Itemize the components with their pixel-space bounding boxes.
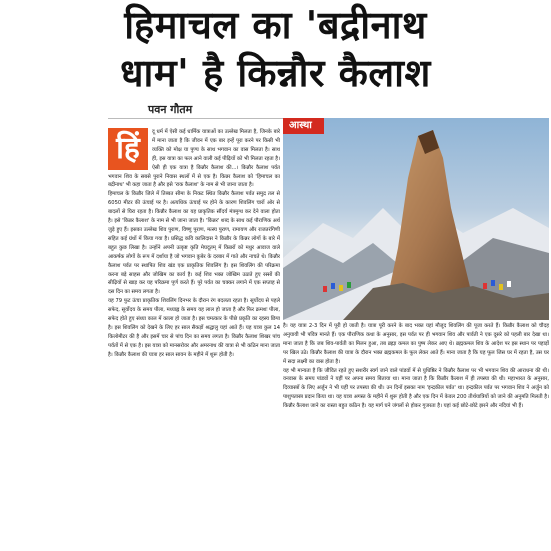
section-tag: आस्था [283,118,324,134]
article-paragraph: हिमाचल के किन्नौर जिले में तिब्बत सीमा के निकट स्थित किन्नौर कैलाश पर्वत समुद्र तल से 6050 मीटर की ऊंचाई पर है। अत्यधिक ऊंचाई पर होने के कारण शिवलिंग चारों ओर से बादलों से घिरा रहता है। किन्नौर कैलाश का यह प्राकृतिक सौंदर्य मंत्रमुग्ध कर देने वाला होता है। इसे 'किन्नर कैलाश' के नाम से भी जाना जाता है। 'किन्नर' शब्द के साथ कई पौराणिक अर्थ जुड़े हुए हैं। इसका उल्लेख शिव पुराण, विष्णु पुराण, मत्स्य पुराण, रामायण और राजतरंगिणी सहित कई ग्रंथों में किया गया है। प्रसिद्ध कवि कालिदास ने किन्नौर के किन्नर लोगों के बारे में बहुत कुछ लिखा है। उन्होंने अपनी उत्कृष्ट कृति मेघदूतम् में किन्नरों को मधुर आवाज वाले आकर्षक लोगों के रूप में दर्शाया है जो भगवान कुबेर के दरबार में गाते और नाचते थे। किन्नौर कैलाश पर्वत पर स्थापित शिव खंड एक प्राकृतिक शिवलिंग है। इस शिवलिंग की परिक्रमा करना बड़े साहस और जोखिम का कार्य है। कई शिव भक्त जोखिम उठाते हुए रस्सों की सीढ़ियों से खाड़ कर यह परिक्रमा पूर्ण करते हैं। पूरे पर्वत का चक्कर लगाने में एक सप्ताह से दस दिन का समय लगता है। [108,191,280,296]
headline-line-1: हिमाचल का 'बद्रीनाथ [124,2,427,47]
article-paragraph: दू धर्म में ऐसी कई धार्मिक यात्राओं का उल्लेख मिलता है, जिनके बारे में माना जाता है कि जीवन में एक बार इन्हें पूरा करने पर किसी भी व्यक्ति को मोक्ष या पुण्य के साथ भगवान का वास मिलता है। साथ ही, इस यात्रा का फल आने वाली कई पीढ़ियों को भी मिलता रहता है। ऐसी ही एक यात्रा है किन्नौर कैलाश की...। किन्नौर कैलाश पर्वत भगवान शिव के सबसे पुराने निवास स्थलों में से एक है। किन्नर कैलाश को 'हिमाचल का बद्रीनाथ' भी कहा जाता है और इसे 'राक कैलाश' के नाम से भी जाना जाता है। [108,129,280,189]
article-paragraph: यह 79 फुट ऊंचा प्राकृतिक शिवलिंग दिनभर के दौरान रंग बदलता रहता है। सूर्योदय से पहले सफेद, सूर्योदय के समय पीला, मध्याह्न के समय यह लाल हो जाता है और फिर क्रमशः पीला, सफेद होते हुए संध्या काल में काला हो जाता है। इस चमत्कार के पीछे प्रकृति का रहस्य छिपा है। इस शिवलिंग को देखने के लिए हर साल सैकड़ों श्रद्धालु यहां आते हैं। यह यात्रा कुल 14 किलोमीटर की है और इसमें चार से पांच दिन का समय लगता है। किन्नौर कैलाश शिखर पांच पर्वतों में से एक है। इस यात्रा को मानसरोवर और अमरनाथ की यात्रा से भी कठिन माना जाता है। किन्नौर कैलाश की यात्रा हर साल सावन के महीने में शुरू होती है। [108,298,280,358]
headline-line-2: धाम' है किन्नौर कैलाश [120,50,431,95]
article-left-column [108,128,280,548]
mountain-photo [283,118,549,320]
article-right-column [283,322,549,548]
dropcap: हिं [108,128,148,170]
byline: पवन गौतम [148,103,193,116]
article-paragraph: यह भी मान्यता है कि जीवित रहते हुए सशरीर स्वर्ग जाने वाले पांडवों में से युधिष्ठिर ने किन्नौर कैलाश पर भी भगवान शिव की आराधना की थी। वनवास के समय पांडवों ने यहीं पर अपना समय बिताया था। माना जाता है कि किन्नौर कैलाश में ही तपस्या की थी। महाभारत के अनुसार, दिव्यास्त्रों के लिए अर्जुन ने भी यहीं पर तपस्या की थी। उन दिनों इसका नाम 'इन्द्रकील पर्वत' था। इन्द्रकील पर्वत पर भगवान शिव ने अर्जुन को पाशुपतास्त्र प्रदान किया था। यह यात्रा अगस्त के महीने में शुरू होती है और एक दिन में केवल 200 तीर्थयात्रियों को जाने की अनुमति मिलती है। किन्नौर कैलाश जाने का रास्ता बहुत कठिन है। यह मार्ग घने जंगलों से होकर गुजरता है। यहां कई छोटे-छोटे झरने और नदियां भी हैं। [283,367,549,410]
mountain-illustration [283,118,549,320]
article-paragraph: है। यह यात्रा 2-3 दिन में पूरी हो जाती है। यात्रा पूरी करने के बाद भक्त यहां मौजूद शिवलिंग की पूजा करते हैं। किन्नौर कैलाश को चौदह अनुयायी भी पवित्र मानते हैं। एक पौराणिक कथा के अनुसार, इस पर्वत पर ही भगवान शिव और पार्वती ने एक दूसरे को पहली बार देखा था। माना जाता है कि जब शिव-पार्वती का मिलन हुआ, तब ब्रह्मा कमल का पुष्प लेकर आए थे। ब्रह्मकमल शिव के आदेश पर इस स्थान पर पहाड़ों पर खिल उठे। किन्नौर कैलाश की यात्रा के दौरान भक्त ब्रह्मकमल के फूल लेकर आते हैं। माना जाता है कि यह फूल जिस घर में रहता है, उस घर में सदा लक्ष्मी का वास होता है। [283,323,549,365]
